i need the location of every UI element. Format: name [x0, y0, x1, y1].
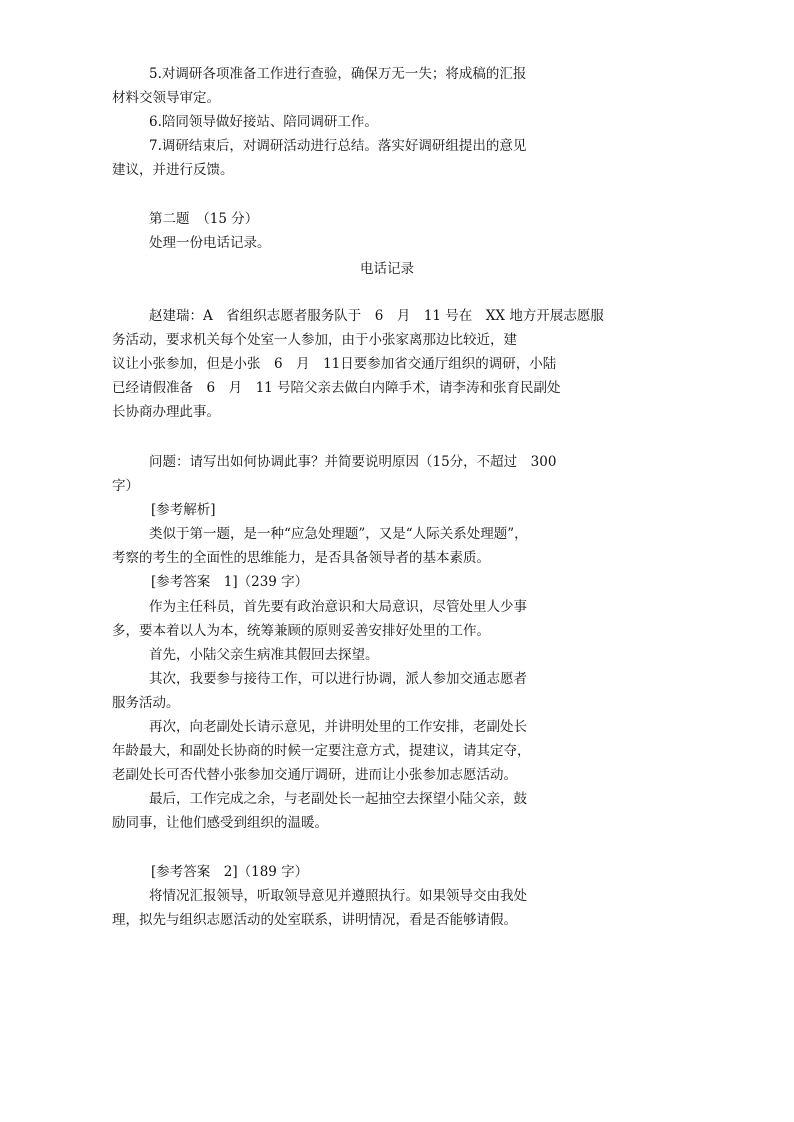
answer1-line: 励同事，让他们感受到组织的温暖。: [112, 815, 328, 831]
record-line: 长协商办理此事。: [112, 404, 220, 420]
record-line: 议让小张参加，但是小张 6 月 11日要参加省交通厅组织的调研，小陆: [112, 356, 557, 372]
answer1-line: 多，要本着以人为本，统筹兼顾的原则妥善安排好处里的工作。: [112, 623, 490, 639]
answer2-label: [参考答案 2]（189 字）: [151, 864, 309, 880]
answer1-line: 首先，小陆父亲生病准其假回去探望。: [149, 647, 379, 663]
task-text: 处理一份电话记录。: [149, 235, 271, 251]
question-line: 字）: [112, 478, 139, 494]
paragraph-line: 5.对调研各项准备工作进行查验，确保万无一失；将成稿的汇报: [149, 66, 527, 82]
question-heading: 第二题 （15 分）: [149, 211, 259, 227]
answer1-line: 作为主任科员，首先要有政治意识和大局意识，尽管处里人少事: [149, 599, 527, 615]
answer2-line: 将情况汇报领导，听取领导意见并遵照执行。如果领导交由我处: [149, 888, 527, 904]
answer1-label: [参考答案 1]（239 字）: [151, 574, 309, 590]
analysis-line: 类似于第一题，是一种“应急处理题”，又是“人际关系处理题”，: [149, 526, 528, 542]
paragraph-line: 7.调研结束后，对调研活动进行总结。落实好调研组提出的意见: [149, 138, 527, 154]
answer1-line: 再次，向老副处长请示意见，并讲明处里的工作安排，老副处长: [149, 719, 527, 735]
answer1-line: 年龄最大，和副处长协商的时候一定要注意方式，提建议，请其定夺，: [112, 743, 531, 759]
answer1-line: 服务活动。: [112, 695, 180, 711]
answer1-line: 其次，我要参与接待工作，可以进行协调，派人参加交通志愿者: [149, 671, 527, 687]
answer2-line: 理，拟先与组织志愿活动的处室联系，讲明情况，看是否能够请假。: [112, 912, 517, 928]
question-line: 问题：请写出如何协调此事？并简要说明原因（15分，不超过 300: [149, 454, 557, 470]
paragraph-line: 6.陪同领导做好接站、陪同调研工作。: [149, 114, 378, 130]
record-line: 赵建瑞：A 省组织志愿者服务队于 6 月 11 号在 XX 地方开展志愿服: [149, 308, 604, 324]
analysis-label: [参考解析]: [151, 502, 216, 518]
answer1-line: 老副处长可否代替小张参加交通厅调研，进而让小张参加志愿活动。: [112, 767, 517, 783]
analysis-line: 考察的考生的全面性的思维能力，是否具备领导者的基本素质。: [112, 550, 490, 566]
answer1-line: 最后，工作完成之余，与老副处长一起抽空去探望小陆父亲，鼓: [149, 791, 527, 807]
record-line: 已经请假准备 6 月 11 号陪父亲去做白内障手术，请李涛和张育民副处: [112, 380, 561, 396]
paragraph-line: 材料交领导审定。: [112, 90, 220, 106]
record-title: 电话记录: [360, 261, 414, 277]
paragraph-line: 建议，并进行反馈。: [112, 162, 234, 178]
record-line: 务活动，要求机关每个处室一人参加，由于小张家离那边比较近，建: [112, 332, 517, 348]
